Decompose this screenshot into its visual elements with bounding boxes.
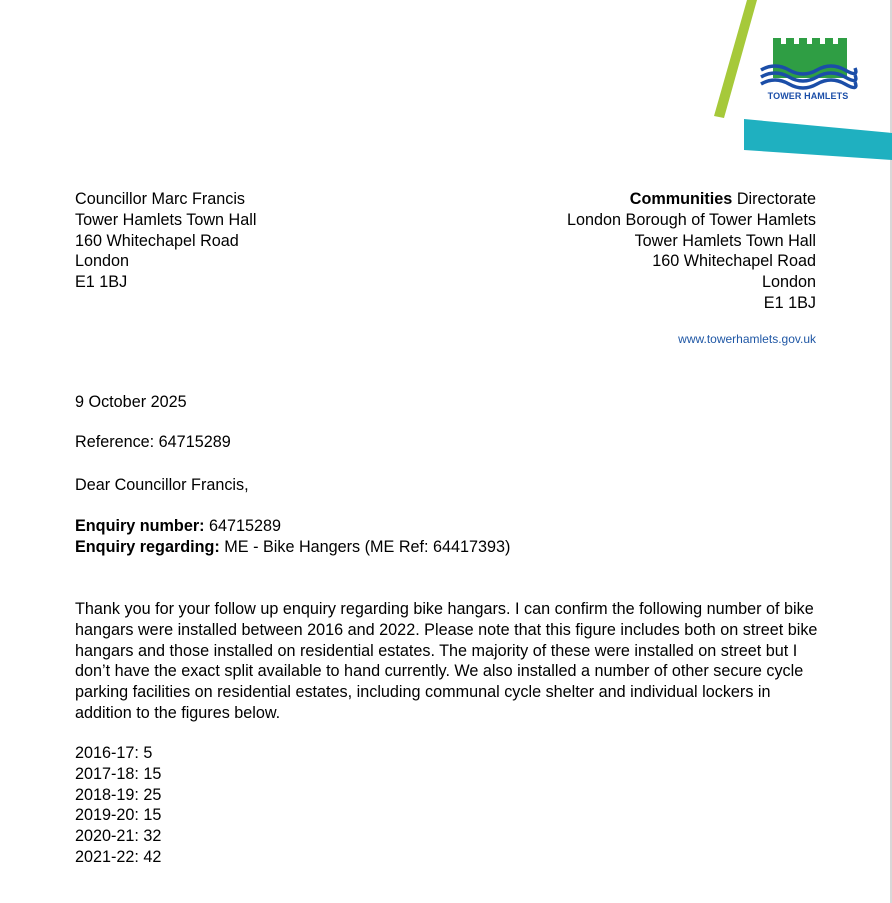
recipient-line: Councillor Marc Francis [75,190,246,208]
enquiry-number-row [75,516,510,537]
recipient-line: E1 1BJ [75,273,128,292]
figure-item: 2019-20: 15 [75,806,162,825]
figure-item: 2018-19: 25 [75,785,162,804]
enquiry-regarding-row [75,537,510,558]
logo-crenel-1 [773,38,781,46]
sender-line: London Borough of Tower Hamlets [567,210,816,229]
sender-line: Tower Hamlets Town Hall [634,231,816,250]
logo-crenel-4 [812,38,820,46]
logo-crenel-2 [786,38,794,46]
logo-wordmark: TOWER HAMLETS [767,91,849,101]
body-paragraph: Thank you for your follow up enquiry regarding bike hangars. I can confirm the following number of bike hangars were installed between 2016 and 2022. Please note that this figure includes both on street bike hangars and those installed on residential estates. The majority of these were installed on street but I don’t have the exact split available to hand currently. We also installed a number of other secure cycle parking facilities on residential estates, including communal cycle shelter and individual lockers in addition to the figures below. [75,600,818,722]
teal-band [744,119,892,160]
sender-line: London [761,273,816,292]
figure-item: 2020-21: 32 [75,827,162,846]
sender-address [567,189,816,314]
logo-crenel-5 [825,38,833,46]
enquiry-number-value: 64715289 [204,517,282,535]
logo-crenel-6 [838,38,847,46]
figure-item: 2016-17: 5 [75,744,153,762]
recipient-line: Tower Hamlets Town Hall [75,210,257,229]
recipient-line: London [75,252,130,271]
hangar-figures-list [75,743,161,868]
recipient-address [75,189,256,293]
letter-reference: Reference: 64715289 [75,433,231,451]
enquiry-regarding-label: Enquiry regarding: [75,537,220,556]
salutation: Dear Councillor Francis, [75,476,249,494]
logo-crenel-3 [799,38,807,46]
recipient-line: 160 Whitechapel Road [75,231,239,250]
lime-stripe [714,0,757,118]
directorate-suffix: Directorate [732,190,816,208]
enquiry-details [75,516,510,558]
letter-date: 9 October 2025 [75,393,187,411]
figure-item: 2017-18: 15 [75,764,162,783]
enquiry-regarding-value: ME - Bike Hangers (ME Ref: 64417393) [219,537,511,556]
sender-line: 160 Whitechapel Road [652,252,816,271]
website-link[interactable]: www.towerhamlets.gov.uk [678,332,816,346]
figure-item: 2021-22: 42 [75,847,162,866]
sender-directorate [567,189,816,210]
directorate-name: Communities [629,190,733,208]
enquiry-number-label: Enquiry number: [75,517,205,535]
sender-line: E1 1BJ [763,293,816,312]
